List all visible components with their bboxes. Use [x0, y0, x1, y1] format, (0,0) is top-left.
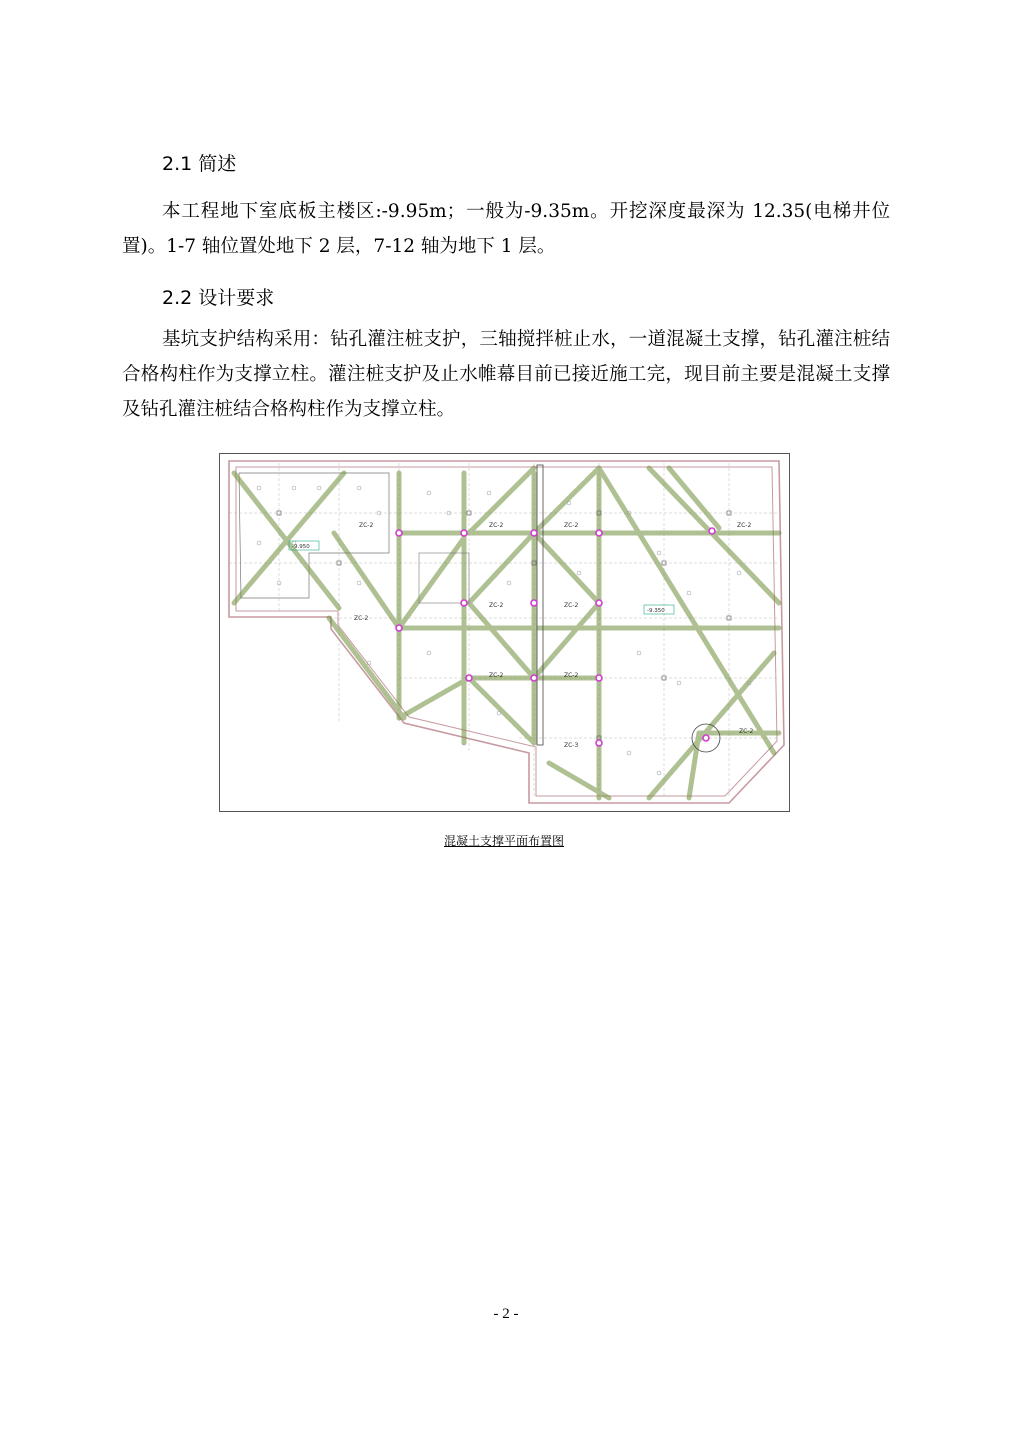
elevation-tag-left: -9.950	[292, 544, 310, 550]
section-heading-2-1: 2.1 简述	[162, 153, 237, 175]
brace-label: ZC-2	[354, 615, 369, 622]
brace-label: ZC-2	[489, 672, 504, 679]
section-body-2-2: 基坑支护结构采用：钻孔灌注桩支护，三轴搅拌桩止水，一道混凝土支撑，钻孔灌注桩结合格构柱作为支撑立柱。灌注桩支护及止水帷幕目前已接近施工完，现目前主要是混凝土支撑及钻孔灌注桩结合格构柱作为支撑立柱。	[122, 329, 890, 420]
brace-label: ZC-2	[489, 522, 504, 529]
brace-label: ZC-2	[737, 522, 752, 529]
brace-label: ZC-2	[564, 672, 579, 679]
brace-label: ZC-2	[564, 522, 579, 529]
brace-label: ZC-2	[564, 602, 579, 609]
section-body-2-1: 本工程地下室底板主楼区:-9.95m；一般为-9.35m。开挖深度最深为 12.35(电梯井位置)。1-7 轴位置处地下 2 层，7-12 轴为地下 1 层。	[122, 201, 890, 257]
figure-caption: 混凝土支撑平面布置图	[444, 834, 565, 848]
section-heading-2-2: 2.2 设计要求	[162, 287, 275, 309]
elevation-tag-right: -9.350	[647, 608, 665, 614]
page-number: - 2 -	[493, 1306, 519, 1322]
brace-label: ZC-2	[739, 728, 754, 735]
brace-label: ZC-2	[489, 602, 504, 609]
brace-label: ZC-3	[564, 742, 579, 749]
brace-label: ZC-2	[359, 522, 374, 529]
support-plan-drawing	[219, 453, 790, 812]
